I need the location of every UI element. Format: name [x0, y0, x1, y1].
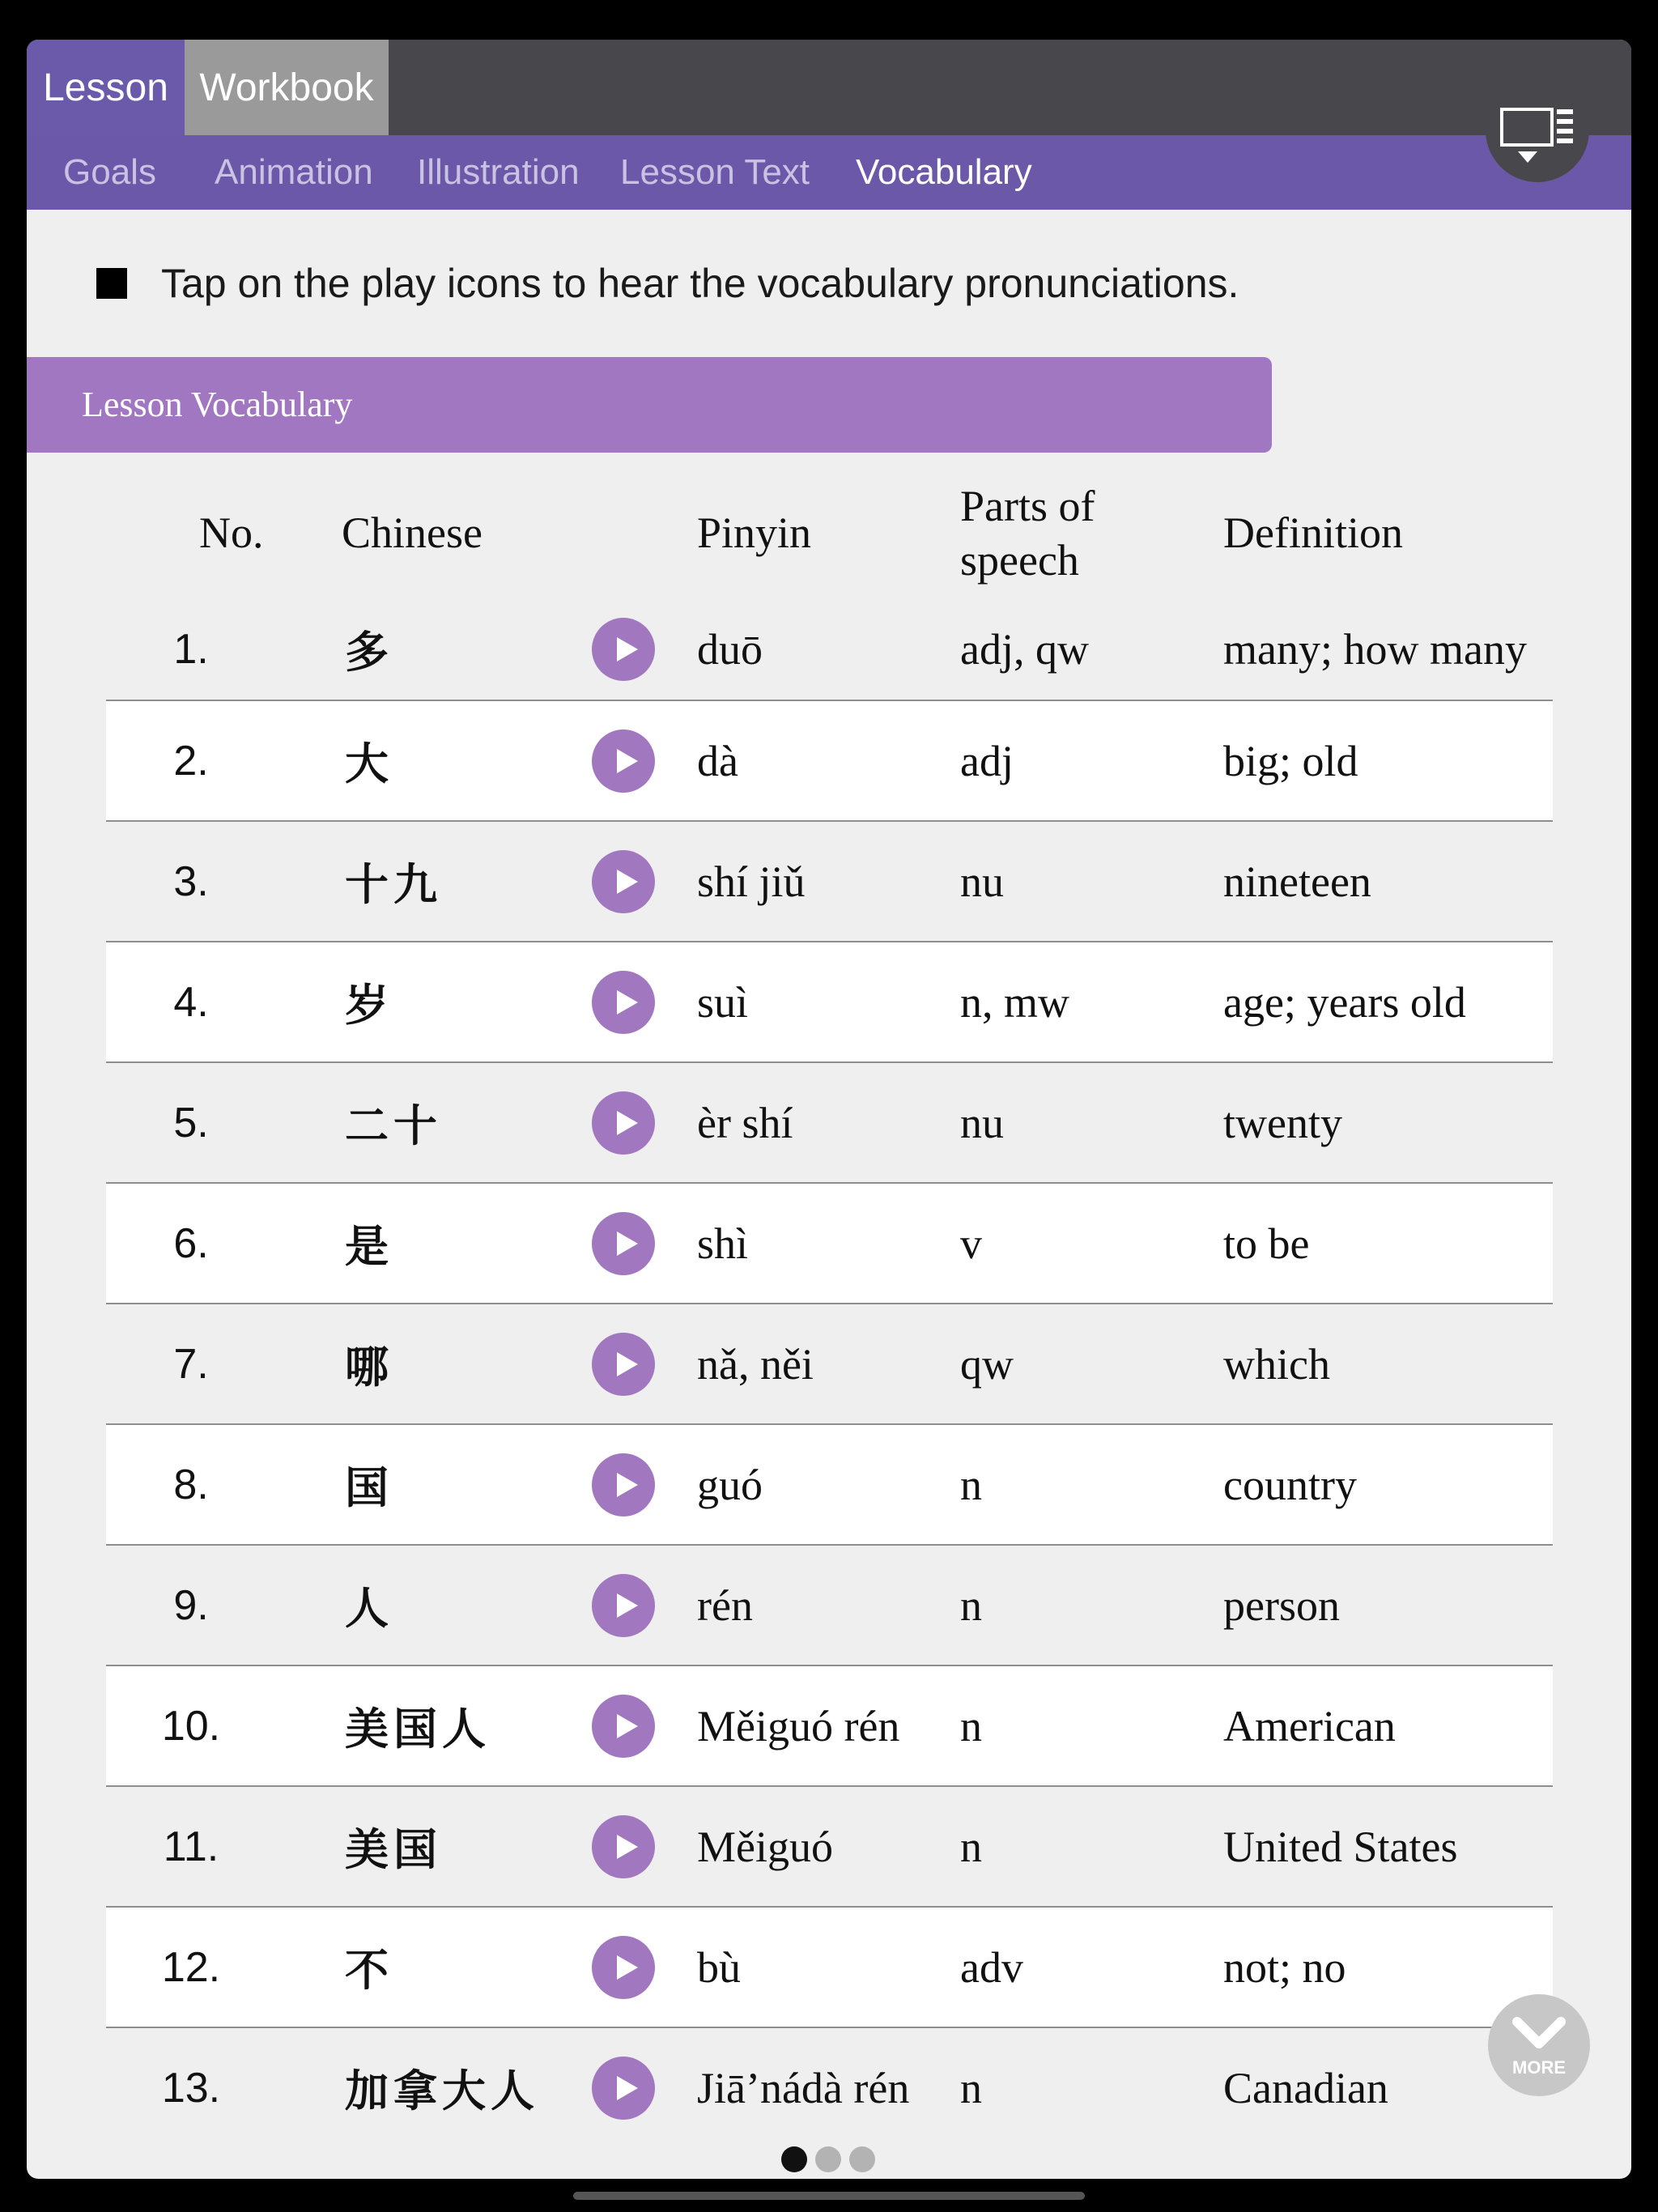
row-chinese: 国 [345, 1461, 393, 1513]
row-definition: twenty [1223, 1098, 1342, 1147]
subtab-illustration[interactable]: Illustration [417, 152, 580, 192]
row-definition: many; how many [1223, 624, 1527, 674]
table-body [106, 598, 1553, 2147]
page-dot-2[interactable] [815, 2146, 841, 2172]
row-chinese: 哪 [345, 1341, 393, 1393]
instruction-line [96, 260, 1239, 307]
row-number: 9. [173, 1581, 209, 1629]
page-dot-3[interactable] [849, 2146, 875, 2172]
row-pinyin: shí jiǔ [697, 857, 806, 906]
subtab-vocabulary[interactable]: Vocabulary [856, 152, 1032, 192]
row-pinyin: Jiā’nádà rén [697, 2063, 910, 2112]
subtab-lesson-text[interactable]: Lesson Text [620, 152, 810, 192]
row-number: 10. [161, 1702, 221, 1750]
more-label: MORE [1512, 2057, 1566, 2078]
row-play-cell [592, 1546, 655, 1665]
row-part-of-speech: nu [960, 857, 1004, 906]
row-play-cell [592, 822, 655, 941]
row-chinese: 加拿大人 [345, 2065, 539, 2116]
row-play-cell [592, 1063, 655, 1182]
header-no: No. [199, 508, 264, 558]
row-pinyin: èr shí [697, 1098, 793, 1147]
row-part-of-speech: qw [960, 1339, 1014, 1389]
row-part-of-speech: adv [960, 1942, 1023, 1992]
row-number: 4. [173, 978, 209, 1026]
vocab-row [106, 1063, 1553, 1184]
instruction-text: Tap on the play icons to hear the vocabulary pronunciations. [161, 261, 1239, 306]
row-number: 13. [161, 2064, 221, 2112]
row-play-cell [592, 1666, 655, 1785]
row-definition: big; old [1223, 736, 1358, 785]
vocab-row [106, 701, 1553, 822]
row-number: 6. [173, 1219, 209, 1267]
row-number: 8. [173, 1461, 209, 1508]
bullet-icon [96, 268, 127, 299]
row-chinese: 二十 [345, 1100, 442, 1151]
vocab-row [106, 942, 1553, 1063]
play-audio-button[interactable] [592, 1333, 655, 1396]
tab-lesson[interactable]: Lesson [27, 40, 185, 135]
row-pinyin: dà [697, 736, 738, 785]
vocab-row [106, 2028, 1553, 2147]
top-bar [27, 40, 1631, 135]
more-button[interactable] [1488, 1994, 1590, 2096]
row-play-cell [592, 598, 655, 700]
row-definition: country [1223, 1460, 1357, 1509]
row-play-cell [592, 1184, 655, 1303]
row-part-of-speech: v [960, 1219, 982, 1268]
section-header [27, 357, 1272, 453]
row-number: 1. [173, 625, 209, 673]
row-definition: United States [1223, 1822, 1458, 1871]
vocab-row [106, 822, 1553, 942]
row-play-cell [592, 1908, 655, 2027]
row-chinese: 人 [345, 1582, 393, 1634]
vocab-row [106, 1546, 1553, 1666]
row-chinese: 十九 [345, 858, 442, 910]
row-part-of-speech: n [960, 2063, 982, 2112]
row-chinese: 不 [345, 1944, 393, 1996]
row-number: 11. [163, 1823, 219, 1870]
row-number: 2. [173, 737, 209, 785]
row-pinyin: shì [697, 1219, 749, 1268]
header-pos-line2: speech [960, 536, 1079, 585]
row-number: 3. [173, 857, 209, 905]
vocabulary-table [106, 469, 1553, 2147]
row-play-cell [592, 1304, 655, 1423]
table-of-contents-button[interactable] [1486, 98, 1589, 182]
vocab-row [106, 1425, 1553, 1546]
row-part-of-speech: n [960, 1580, 982, 1630]
play-audio-button[interactable] [592, 730, 655, 793]
row-play-cell [592, 701, 655, 820]
row-number: 12. [161, 1943, 221, 1991]
page-indicator [781, 2146, 875, 2172]
row-definition: nineteen [1223, 857, 1371, 906]
row-definition: not; no [1223, 1942, 1346, 1992]
row-definition: which [1223, 1339, 1330, 1389]
row-play-cell [592, 1425, 655, 1544]
row-number: 5. [173, 1099, 209, 1146]
table-header [106, 469, 1553, 598]
row-pinyin: Měiguó rén [697, 1701, 900, 1750]
vocab-row [106, 1787, 1553, 1908]
row-definition: age; years old [1223, 977, 1466, 1027]
row-pinyin: suì [697, 977, 749, 1027]
row-part-of-speech: n [960, 1822, 982, 1871]
row-chinese: 美国人 [345, 1703, 491, 1755]
table-of-contents-icon [1486, 98, 1589, 182]
play-audio-button[interactable] [592, 2057, 655, 2120]
play-audio-button[interactable] [592, 618, 655, 681]
header-definition: Definition [1223, 508, 1403, 558]
header-chinese: Chinese [342, 508, 483, 558]
row-chinese: 岁 [345, 979, 393, 1031]
row-definition: Canadian [1223, 2063, 1388, 2112]
play-audio-button[interactable] [592, 1453, 655, 1516]
row-pinyin: nǎ, něi [697, 1339, 814, 1389]
row-play-cell [592, 942, 655, 1061]
play-audio-button[interactable] [592, 971, 655, 1034]
play-audio-button[interactable] [592, 1695, 655, 1758]
row-play-cell [592, 1787, 655, 1906]
play-audio-button[interactable] [592, 1091, 655, 1155]
play-audio-button[interactable] [592, 1936, 655, 1999]
row-part-of-speech: n [960, 1701, 982, 1750]
play-audio-button[interactable] [592, 1212, 655, 1275]
row-part-of-speech: adj, qw [960, 624, 1089, 674]
row-part-of-speech: nu [960, 1098, 1004, 1147]
row-chinese: 是 [345, 1220, 393, 1272]
play-audio-button[interactable] [592, 1574, 655, 1637]
app-screen [27, 40, 1631, 2179]
row-chinese: 大 [345, 738, 393, 789]
subtab-goals[interactable]: Goals [63, 152, 156, 192]
row-part-of-speech: n [960, 1460, 982, 1509]
row-chinese: 多 [345, 626, 393, 678]
row-pinyin: rén [697, 1580, 753, 1630]
row-pinyin: duō [697, 624, 763, 674]
header-pinyin: Pinyin [697, 508, 812, 558]
lesson-subnav [27, 135, 1631, 210]
play-audio-button[interactable] [592, 1815, 655, 1878]
header-parts-of-speech [960, 469, 1095, 598]
page-dot-1[interactable] [781, 2146, 807, 2172]
vocab-row [106, 1666, 1553, 1787]
vocab-row [106, 1304, 1553, 1425]
tab-workbook[interactable]: Workbook [185, 40, 389, 135]
row-definition: American [1223, 1701, 1396, 1750]
subtab-animation[interactable]: Animation [215, 152, 373, 192]
row-chinese: 美国 [345, 1823, 442, 1875]
vocab-row [106, 1184, 1553, 1304]
row-part-of-speech: n, mw [960, 977, 1069, 1027]
row-number: 7. [173, 1340, 209, 1388]
play-audio-button[interactable] [592, 850, 655, 913]
row-pinyin: guó [697, 1460, 763, 1509]
home-indicator[interactable] [573, 2192, 1085, 2200]
row-definition: to be [1223, 1219, 1310, 1268]
vocab-row [106, 598, 1553, 701]
header-pos-line1: Parts of [960, 481, 1095, 530]
vocab-row [106, 1908, 1553, 2028]
section-title: Lesson Vocabulary [82, 385, 353, 424]
row-part-of-speech: adj [960, 736, 1014, 785]
row-play-cell [592, 2028, 655, 2147]
row-definition: person [1223, 1580, 1340, 1630]
row-pinyin: bù [697, 1942, 741, 1992]
row-pinyin: Měiguó [697, 1822, 833, 1871]
